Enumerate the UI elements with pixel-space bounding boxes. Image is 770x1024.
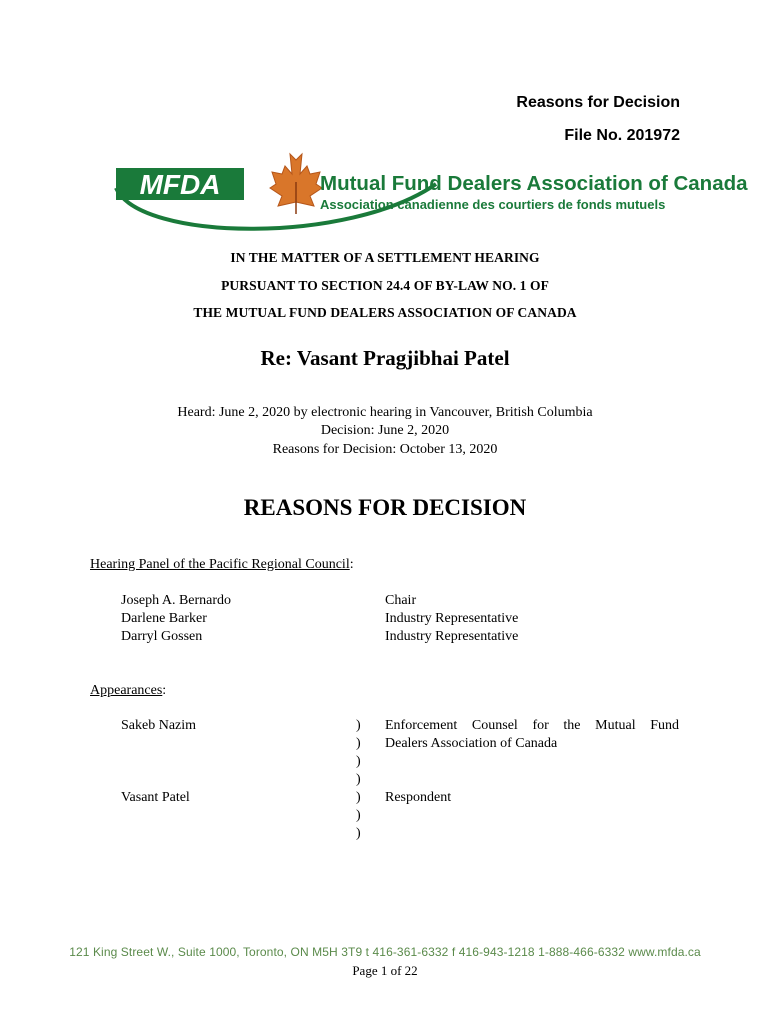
appearance-description: Respondent [385,790,452,805]
appearances-heading-text: Appearances [90,683,163,698]
panel-member-name: Darryl Gossen [121,629,203,644]
decision-date-line: Decision: June 2, 2020 [320,423,450,438]
mfda-logo [110,150,748,235]
bracket-paren: ) [356,754,361,769]
heard-line: Heard: June 2, 2020 by electronic hearing in Vancouver, British Columbia [177,405,593,420]
reasons-date-line: Reasons for Decision: October 13, 2020 [272,442,498,457]
matter-line-3: THE MUTUAL FUND DEALERS ASSOCIATION OF CANADA [193,305,577,320]
bracket-paren: ) [356,826,361,841]
bracket-paren: ) [356,736,361,751]
panel-member-role: Industry Representative [385,629,519,644]
maple-leaf-icon [270,154,322,214]
file-number: File No. 201972 [564,127,680,144]
re-title: Re: Vasant Pragjibhai Patel [260,346,510,370]
panel-member-role: Industry Representative [385,611,519,626]
document-type-header: Reasons for Decision [516,94,680,111]
appearances-heading-colon: : [162,683,167,698]
bracket-paren: ) [356,808,361,823]
appearance-description: Enforcement Counsel for the Mutual Fund [385,718,679,733]
appearance-name: Vasant Patel [121,790,190,805]
logo-name-en: Mutual Fund Dealers Association of Canada [320,172,748,195]
panel-member-name: Darlene Barker [121,611,207,626]
appearance-name: Sakeb Nazim [121,718,197,733]
logo-acronym: MFDA [139,169,221,200]
appearances-heading [90,683,166,699]
bracket-paren: ) [356,772,361,787]
bracket-paren: ) [356,790,361,805]
logo-name-fr: Association canadienne des courtiers de fonds mutuels [320,197,666,212]
page-number: Page 1 of 22 [352,963,418,978]
panel-heading-colon: : [349,557,354,572]
panel-heading-text: Hearing Panel of the Pacific Regional Council [90,557,350,572]
section-title: REASONS FOR DECISION [243,495,527,520]
matter-line-2: PURSUANT TO SECTION 24.4 OF BY-LAW NO. 1 OF [221,278,549,293]
logo-tm: TM [232,190,243,197]
bracket-paren: ) [356,718,361,733]
appearance-description-cont: Dealers Association of Canada [385,736,558,751]
panel-member-name: Joseph A. Bernardo [121,593,232,608]
panel-member-role: Chair [385,593,417,608]
matter-line-1: IN THE MATTER OF A SETTLEMENT HEARING [230,250,540,265]
footer-address: 121 King Street W., Suite 1000, Toronto, ON M5H 3T9 t 416-361-6332 f 416-943-1218 1-888-466-6332 www.mfda.ca [69,945,701,959]
panel-heading [90,557,354,573]
